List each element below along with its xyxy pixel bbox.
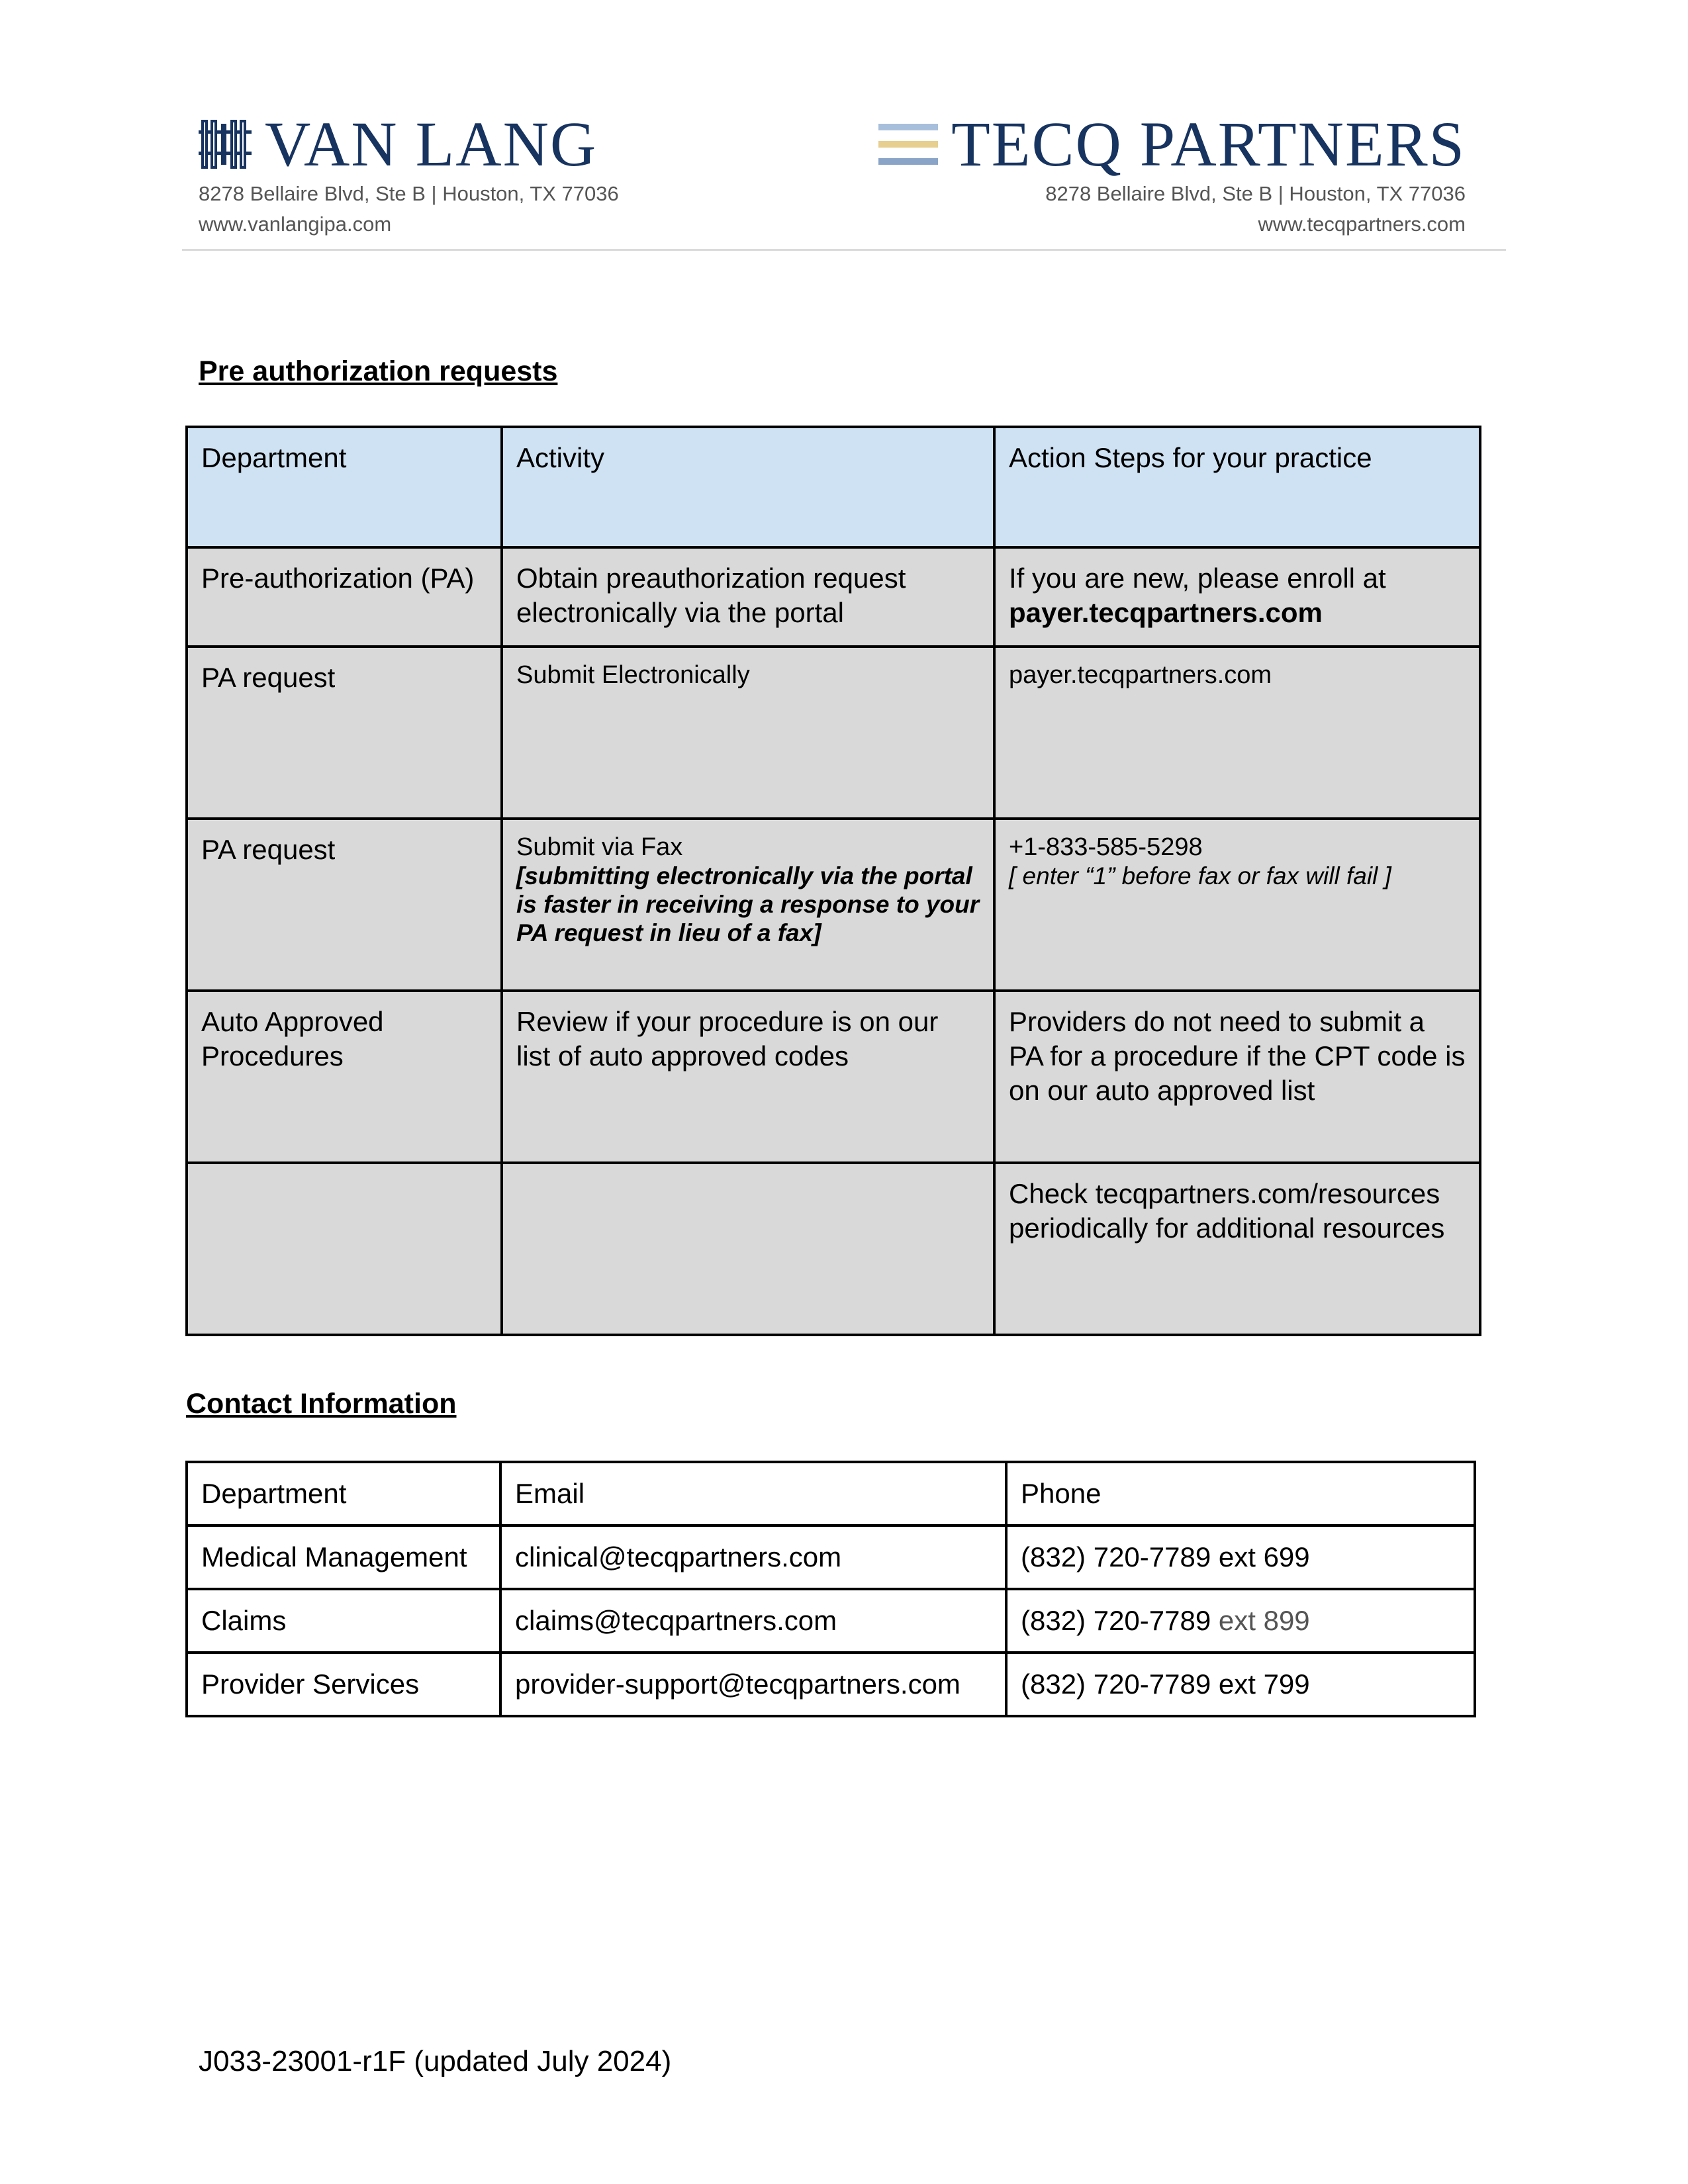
contact-header-row xyxy=(187,1462,1475,1525)
van-lang-brand xyxy=(199,109,619,179)
contact-table xyxy=(185,1461,1476,1717)
preauth-header-row xyxy=(187,427,1480,547)
contact-header-phone: Phone xyxy=(1006,1462,1475,1525)
activity-cell xyxy=(502,1163,994,1335)
tecq-stripes-icon xyxy=(878,121,938,167)
activity-cell xyxy=(502,819,994,991)
van-lang-logo-icon xyxy=(199,117,252,171)
action-cell: Check tecqpartners.com/resources periodically for additional resources xyxy=(994,1163,1480,1335)
van-lang-address: 8278 Bellaire Blvd, Ste B | Houston, TX 77036 xyxy=(199,182,619,205)
contact-header-department: Department xyxy=(187,1462,500,1525)
table-row xyxy=(187,547,1480,647)
activity-text: Submit via Fax xyxy=(516,833,683,861)
phone-number: (832) 720-7789 xyxy=(1021,1605,1219,1636)
phone-cell: (832) 720-7789 ext 699 xyxy=(1006,1525,1475,1589)
contact-header-email: Email xyxy=(500,1462,1006,1525)
table-row xyxy=(187,647,1480,819)
action-cell: Providers do not need to submit a PA for a procedure if the CPT code is on our auto approved list xyxy=(994,991,1480,1163)
preauth-header-action: Action Steps for your practice xyxy=(994,427,1480,547)
department-cell: PA request xyxy=(187,819,502,991)
fax-instruction: [ enter “1” before fax or fax will fail ] xyxy=(1009,862,1391,889)
activity-cell: Review if your procedure is on our list of auto approved codes xyxy=(502,991,994,1163)
tecq-partners-brand xyxy=(878,109,1466,179)
document-footer-id: J033-23001-r1F (updated July 2024) xyxy=(199,2045,672,2077)
van-lang-brand-name: VAN LANG xyxy=(265,109,598,179)
department-cell: Auto Approved Procedures xyxy=(187,991,502,1163)
tecq-partners-brand-name: TECQ PARTNERS xyxy=(951,109,1466,179)
action-text: If you are new, please enroll at xyxy=(1009,563,1386,594)
table-row xyxy=(187,1163,1480,1335)
table-row xyxy=(187,819,1480,991)
email-link[interactable]: provider-support@tecqpartners.com xyxy=(500,1653,1006,1716)
van-lang-website: www.vanlangipa.com xyxy=(199,212,392,236)
table-row xyxy=(187,1525,1475,1589)
department-cell: Provider Services xyxy=(187,1653,500,1716)
phone-cell xyxy=(1006,1589,1475,1653)
table-row xyxy=(187,1589,1475,1653)
department-cell: PA request xyxy=(187,647,502,819)
phone-extension: ext 899 xyxy=(1218,1605,1310,1636)
van-lang-header xyxy=(199,109,619,240)
email-link[interactable]: claims@tecqpartners.com xyxy=(500,1589,1006,1653)
contact-section-title: Contact Information xyxy=(186,1388,457,1420)
department-cell: Medical Management xyxy=(187,1525,500,1589)
preauth-section-title: Pre authorization requests xyxy=(199,355,558,387)
action-cell xyxy=(994,819,1480,991)
tecq-partners-address: 8278 Bellaire Blvd, Ste B | Houston, TX 77036 xyxy=(1045,182,1466,205)
table-row xyxy=(187,991,1480,1163)
phone-cell: (832) 720-7789 ext 799 xyxy=(1006,1653,1475,1716)
preauth-table xyxy=(185,426,1481,1336)
enroll-link[interactable]: payer.tecqpartners.com xyxy=(1009,597,1323,628)
tecq-partners-header xyxy=(878,109,1466,240)
activity-cell: Obtain preauthorization request electronically via the portal xyxy=(502,547,994,647)
fax-number: +1-833-585-5298 xyxy=(1009,833,1203,861)
email-link[interactable]: clinical@tecqpartners.com xyxy=(500,1525,1006,1589)
activity-cell: Submit Electronically xyxy=(502,647,994,819)
tecq-partners-website: www.tecqpartners.com xyxy=(1258,212,1466,236)
table-row xyxy=(187,1653,1475,1716)
action-cell xyxy=(994,547,1480,647)
preauth-header-department: Department xyxy=(187,427,502,547)
portal-link[interactable]: payer.tecqpartners.com xyxy=(994,647,1480,819)
header-divider xyxy=(182,249,1506,251)
department-cell: Pre-authorization (PA) xyxy=(187,547,502,647)
preauth-header-activity: Activity xyxy=(502,427,994,547)
fax-note: [submitting electronically via the portal is faster in receiving a response to your PA request in lieu of a fax] xyxy=(516,862,980,946)
department-cell xyxy=(187,1163,502,1335)
department-cell: Claims xyxy=(187,1589,500,1653)
